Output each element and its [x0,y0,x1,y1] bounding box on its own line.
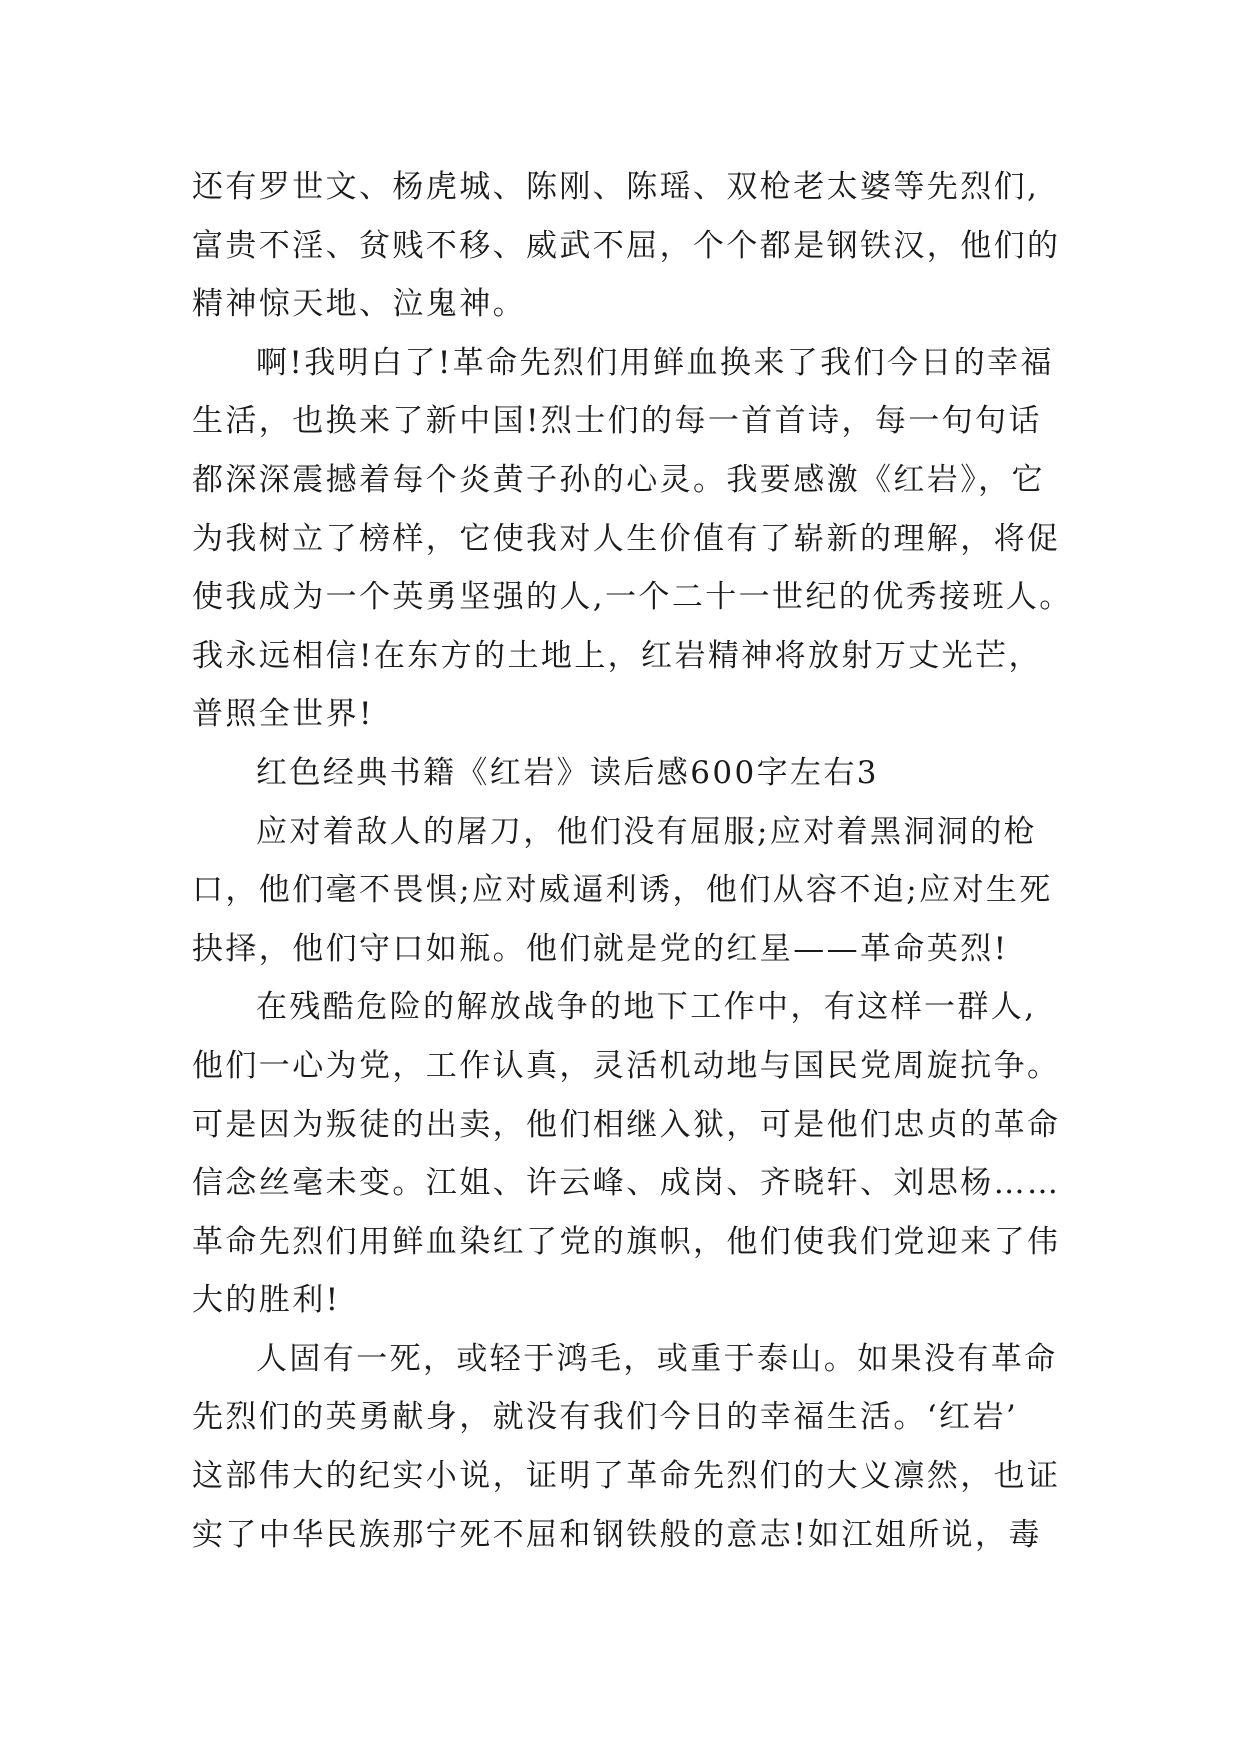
text-line: 啊!我明白了!革命先烈们用鲜血换来了我们今日的幸福 [256,344,1054,381]
document-body [192,158,1072,1564]
text-line: 为我树立了榜样，它使我对人生价值有了崭新的理解，将促 [192,520,1061,557]
text-line: 人固有一死，或轻于鸿毛，或重于泰山。如果没有革命 [256,1340,1058,1377]
text-line: 他们一心为党，工作认真，灵活机动地与国民党周旋抗争。 [192,1047,1061,1084]
text-line: 应对着敌人的屠刀，他们没有屈服;应对着黑洞洞的枪 [256,813,1038,850]
text-line: 抉择，他们守口如瓶。他们就是党的红星——革命英烈! [192,930,1009,967]
text-line: 在残酷危险的解放战争的地下工作中，有这样一群人, [256,989,1037,1026]
text-line: 可是因为叛徒的出卖，他们相继入狱，可是他们忠贞的革命 [192,1106,1061,1143]
text-line: 实了中华民族那宁死不屈和钢铁般的意志!如江姐所说，毒 [192,1516,1042,1553]
text-line: 革命先烈们用鲜血染红了党的旗帜，他们使我们党迎来了伟 [192,1223,1061,1260]
text-line: 信念丝毫未变。江姐、许云峰、成岗、齐晓轩、刘思杨…… [192,1165,1061,1202]
text-line: 先烈们的英勇献身，就没有我们今日的幸福生活。‘红岩’ [192,1399,1019,1436]
text-line: 口，他们毫不畏惧;应对威逼利诱，他们从容不迫;应对生死 [192,872,1053,909]
text-line: 使我成为一个英勇坚强的人,一个二十一世纪的优秀接班人。 [192,579,1073,616]
section-heading: 红色经典书籍《红岩》读后感600字左右3 [256,754,879,791]
text-line: 我永远相信!在东方的土地上，红岩精神将放射万丈光芒， [192,637,1042,674]
text-line: 富贵不淫、贫贱不移、威武不屈，个个都是钢铁汉，他们的 [192,227,1061,264]
text-line: 这部伟大的纪实小说，证明了革命先烈们的大义凛然，也证 [192,1458,1061,1495]
text-line: 生活，也换来了新中国!烈士们的每一首首诗，每一句句话 [192,403,1042,440]
text-line: 都深深震撼着每个炎黄子孙的心灵。我要感激《红岩》，它 [192,461,1045,498]
text-line: 普照全世界! [192,696,374,733]
text-line: 精神惊天地、泣鬼神。 [192,286,526,323]
text-line: 还有罗世文、杨虎城、陈刚、陈瑶、双枪老太婆等先烈们, [192,169,1040,205]
text-line: 大的胜利! [192,1282,341,1319]
